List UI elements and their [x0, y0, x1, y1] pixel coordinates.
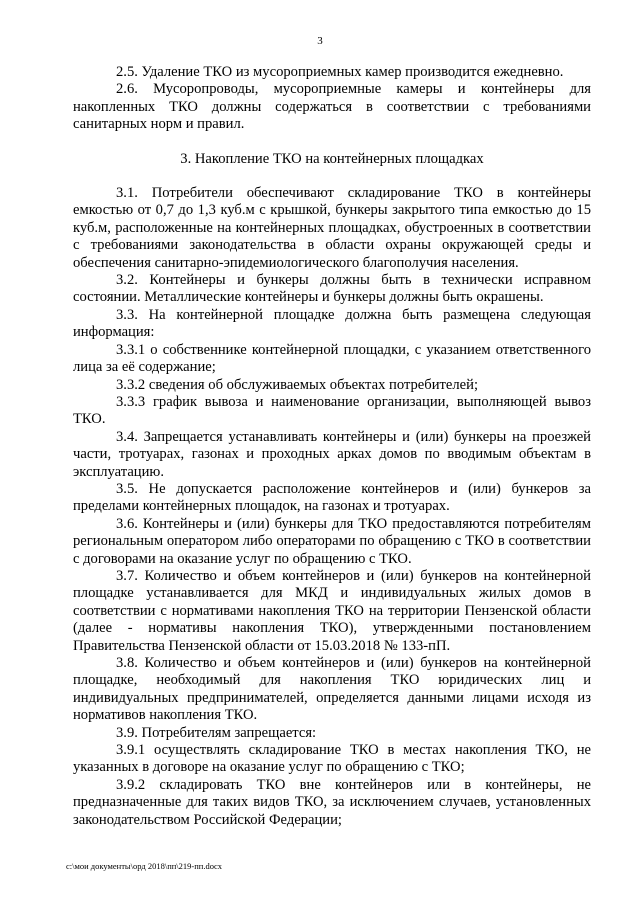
paragraph-3-6: 3.6. Контейнеры и (или) бункеры для ТКО предоставляются потребителям региональным оператором либо операторами по обращению с ТКО в соответствии с договорами на оказание услуг по обращению с ТКО. [73, 515, 591, 567]
document-body [73, 64, 591, 829]
paragraph-3-7: 3.7. Количество и объем контейнеров и (или) бункеров на контейнерной площадке устанавливается для МКД и индивидуальных жилых домов в соответствии с нормативами накопления ТКО на территории Пензенской области (далее - нормативы накопления ТКО), утвержденными постановлением Правительства Пензенской области от 15.03.2018 № 133-пП. [73, 567, 591, 654]
paragraph-3-3-3: 3.3.3 график вывоза и наименование организации, выполняющей вывоз ТКО. [73, 393, 591, 428]
section-heading: 3. Накопление ТКО на контейнерных площадках [180, 150, 484, 167]
paragraph-3-9-2: 3.9.2 складировать ТКО вне контейнеров или в контейнеры, не предназначенные для таких видов ТКО, за исключением случаев, установленных законодательством Российской Федерации; [73, 776, 591, 828]
paragraph-3-5: 3.5. Не допускается расположение контейнеров и (или) бункеров за пределами контейнерных площадок, на газонах и тротуарах. [73, 480, 591, 515]
paragraph-2-6: 2.6. Мусоропроводы, мусороприемные камеры и контейнеры для накопленных ТКО должны содержаться в соответствии с требованиями санитарных норм и правил. [73, 81, 591, 133]
paragraph-3-3-2: 3.3.2 сведения об обслуживаемых объектах потребителей; [116, 376, 478, 393]
paragraph-3-1: 3.1. Потребители обеспечивают складирование ТКО в контейнеры емкостью от 0,7 до 1,3 куб.м с крышкой, бункеры закрытого типа емкостью до 15 куб.м, расположенные на контейнерных площадках, обустроенных в соответствии с требованиями законодательства в области охраны окружающей среды и обеспечения санитарно-эпидемиологического благополучия населения. [73, 185, 591, 271]
paragraph-3-3: 3.3. На контейнерной площадке должна быть размещена следующая информация: [73, 306, 591, 341]
paragraph-3-2: 3.2. Контейнеры и бункеры должны быть в технически исправном состоянии. Металлические контейнеры и бункеры должны быть окрашены. [73, 272, 591, 306]
paragraph-2-5: 2.5. Удаление ТКО из мусороприемных камер производится ежедневно. [116, 64, 564, 80]
footer-file-path: c:\мои документы\орд 2018\пп\219-пп.docx [66, 861, 222, 871]
blank-line [73, 134, 591, 151]
paragraph-3-4: 3.4. Запрещается устанавливать контейнеры и (или) бункеры на проезжей части, тротуарах, газонах и проходных арках домов по вводимым объектам в эксплуатацию. [73, 428, 591, 480]
paragraph-3-8: 3.8. Количество и объем контейнеров и (или) бункеров на контейнерной площадке, необходимый для накопления ТКО юридических лиц и индивидуальных предпринимателей, определяется данными лицами исходя из нормативов накопления ТКО. [73, 655, 591, 724]
paragraph-3-9-1: 3.9.1 осуществлять складирование ТКО в местах накопления ТКО, не указанных в договоре на оказание услуг по обращению с ТКО; [73, 742, 591, 776]
paragraph-3-9: 3.9. Потребителям запрещается: [116, 724, 317, 741]
page-number: 3 [317, 35, 323, 47]
blank-line [73, 168, 591, 185]
paragraph-3-3-1: 3.3.1 о собственнике контейнерной площадки, с указанием ответственного лица за её содержание; [73, 341, 591, 376]
